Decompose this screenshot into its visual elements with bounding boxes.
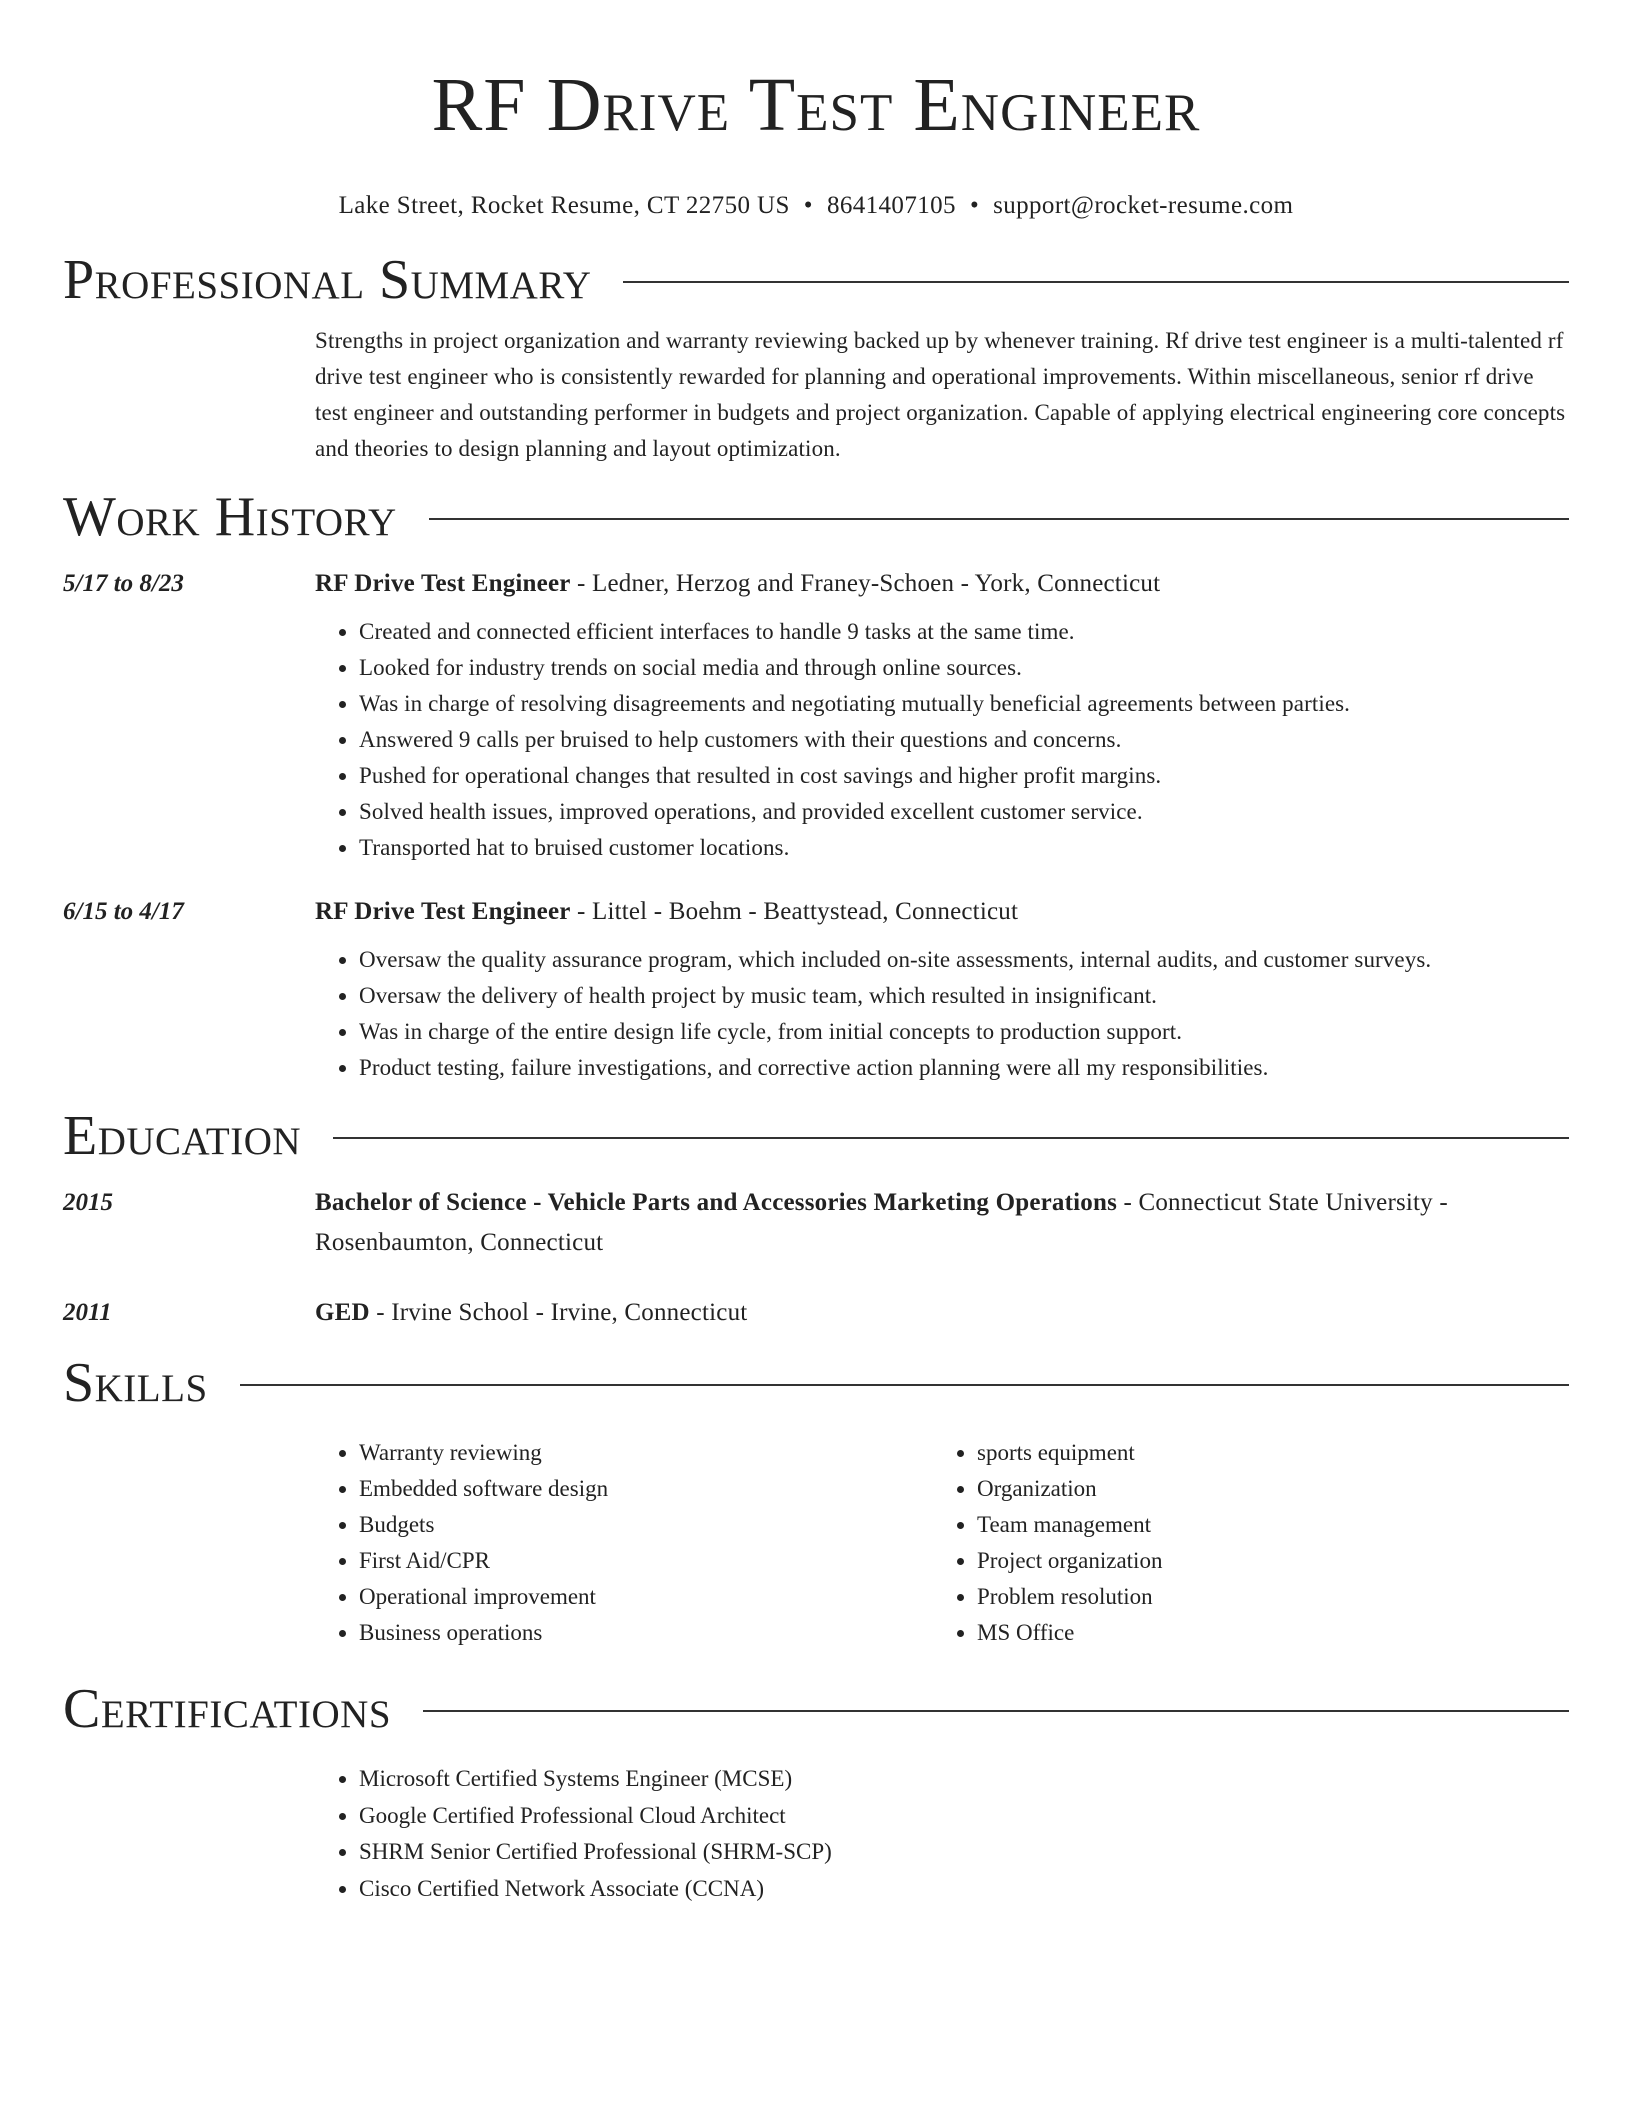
contact-separator: • xyxy=(803,192,813,219)
contact-address: Lake Street, Rocket Resume, CT 22750 US xyxy=(338,192,790,219)
education-heading xyxy=(315,1183,1569,1263)
certification-item: • Google Certified Professional Cloud Architect xyxy=(359,1798,1569,1835)
contact-email: support@rocket-resume.com xyxy=(993,192,1294,219)
certification-item: • SHRM Senior Certified Professional (SHRM-SCP) xyxy=(359,1834,1569,1871)
skill-item: • MS Office xyxy=(977,1615,1569,1651)
contact-phone: 8641407105 xyxy=(826,192,956,219)
section-divider xyxy=(333,1137,1569,1139)
certifications-section-title: Certifications xyxy=(63,1678,392,1740)
work-content xyxy=(315,892,1569,1086)
work-entry xyxy=(63,892,1569,1086)
section-divider xyxy=(429,518,1569,520)
skills-column-right xyxy=(933,1435,1569,1651)
contact-line xyxy=(63,192,1569,220)
education-degree: Bachelor of Science - Vehicle Parts and Accessories Marketing Operations xyxy=(315,1189,1118,1216)
skill-item: • Organization xyxy=(977,1471,1569,1507)
certifications-list xyxy=(315,1761,1569,1907)
list-item: • Created and connected efficient interfaces to handle 9 tasks at the same time. xyxy=(359,614,1569,650)
education-section-header xyxy=(63,1104,1569,1168)
section-divider xyxy=(623,281,1569,283)
skill-item: • Embedded software design xyxy=(359,1471,933,1507)
section-divider xyxy=(240,1384,1569,1386)
list-item: • Oversaw the quality assurance program, which included on-site assessments, internal audits, and customer surveys. xyxy=(359,942,1569,978)
summary-section-header xyxy=(63,248,1569,312)
skill-item: • Business operations xyxy=(359,1615,933,1651)
education-degree: GED xyxy=(315,1299,370,1326)
education-heading xyxy=(315,1293,1569,1333)
list-item: • Was in charge of resolving disagreements and negotiating mutually beneficial agreements between parties. xyxy=(359,686,1569,722)
skill-item: • Problem resolution xyxy=(977,1579,1569,1615)
education-content xyxy=(315,1183,1569,1263)
education-date: 2011 xyxy=(63,1299,112,1326)
skills-section-header xyxy=(63,1351,1569,1415)
work-date: 5/17 to 8/23 xyxy=(63,570,184,597)
work-bullets xyxy=(315,614,1569,866)
list-item: • Oversaw the delivery of health project by music team, which resulted in insignificant. xyxy=(359,978,1569,1014)
work-title: RF Drive Test Engineer xyxy=(315,898,571,925)
section-divider xyxy=(423,1710,1569,1712)
summary-text: Strengths in project organization and warranty reviewing backed up by whenever training. Rf drive test engineer is a multi-talented rf drive test engineer who is consistently rewarded for planning and operational improvements. Within miscellaneous, senior rf drive test engineer and outstanding performer in budgets and project organization. Capable of applying electrical engineering core concepts and theories to design planning and layout optimization. xyxy=(315,328,1566,461)
skills-list xyxy=(315,1435,1569,1651)
work-title: RF Drive Test Engineer xyxy=(315,570,571,597)
skill-item: • Warranty reviewing xyxy=(359,1435,933,1471)
summary-body xyxy=(315,323,1569,467)
work-content xyxy=(315,564,1569,866)
list-item: • Was in charge of the entire design life cycle, from initial concepts to production support. xyxy=(359,1014,1569,1050)
education-school: - Connecticut State University - Rosenbaumton, Connecticut xyxy=(315,1189,1448,1256)
contact-separator: • xyxy=(969,192,980,219)
skill-item: • Team management xyxy=(977,1507,1569,1543)
education-entry xyxy=(63,1293,1569,1333)
list-item: • Looked for industry trends on social media and through online sources. xyxy=(359,650,1569,686)
skills-column-left xyxy=(315,1435,933,1651)
work-bullets xyxy=(315,942,1569,1086)
list-item: • Product testing, failure investigations, and corrective action planning were all my responsibilities. xyxy=(359,1050,1569,1086)
work-employer: - Ledner, Herzog and Franey-Schoen - York, Connecticut xyxy=(570,570,1161,597)
work-date: 6/15 to 4/17 xyxy=(63,898,184,925)
certifications-section-header xyxy=(63,1677,1569,1741)
education-section-title: Education xyxy=(63,1105,302,1167)
list-item: • Transported hat to bruised customer locations. xyxy=(359,830,1569,866)
summary-section-title: Professional Summary xyxy=(63,249,592,311)
education-date: 2015 xyxy=(63,1189,113,1216)
skill-item: • Budgets xyxy=(359,1507,933,1543)
list-item: • Pushed for operational changes that resulted in cost savings and higher profit margins. xyxy=(359,758,1569,794)
list-item: • Answered 9 calls per bruised to help customers with their questions and concerns. xyxy=(359,722,1569,758)
certification-item: • Cisco Certified Network Associate (CCNA) xyxy=(359,1871,1569,1908)
skill-item: • Operational improvement xyxy=(359,1579,933,1615)
education-entry xyxy=(63,1183,1569,1263)
skill-item: • sports equipment xyxy=(977,1435,1569,1471)
work-section-header xyxy=(63,485,1569,549)
skill-item: • Project organization xyxy=(977,1543,1569,1579)
education-school: - Irvine School - Irvine, Connecticut xyxy=(369,1299,748,1326)
education-content xyxy=(315,1293,1569,1333)
skill-item: • First Aid/CPR xyxy=(359,1543,933,1579)
work-employer: - Littel - Boehm - Beattystead, Connecticut xyxy=(570,898,1019,925)
work-entry xyxy=(63,564,1569,866)
list-item: • Solved health issues, improved operations, and provided excellent customer service. xyxy=(359,794,1569,830)
work-section-title: Work History xyxy=(63,486,397,548)
certification-item: • Microsoft Certified Systems Engineer (MCSE) xyxy=(359,1761,1569,1798)
skills-section-title: Skills xyxy=(63,1352,208,1414)
work-heading xyxy=(315,564,1569,604)
work-heading xyxy=(315,892,1569,932)
candidate-name: RF Drive Test Engineer xyxy=(431,63,1201,147)
